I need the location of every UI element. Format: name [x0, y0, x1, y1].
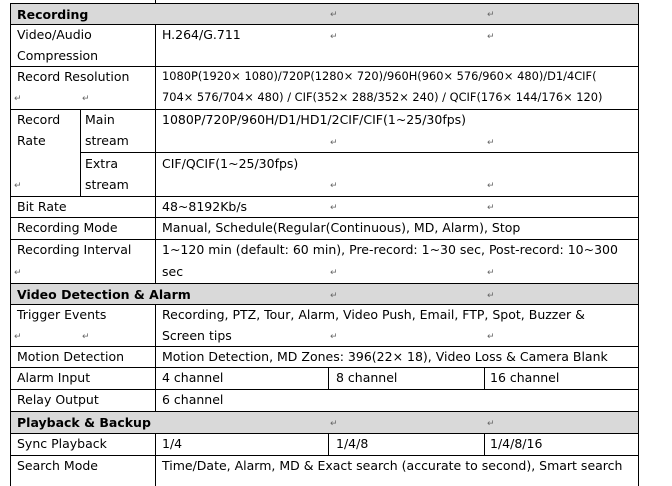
- label-main-stream: stream: [85, 133, 129, 148]
- label-recording-mode: Recording Mode: [17, 220, 118, 235]
- paragraph-mark-icon: ↵: [330, 181, 338, 191]
- table-border-left: [10, 3, 11, 486]
- paragraph-mark-icon: ↵: [330, 268, 338, 278]
- paragraph-mark-icon: ↵: [487, 203, 495, 213]
- section-title-recording: Recording: [17, 7, 89, 22]
- label-record-rate: Record: [17, 112, 61, 127]
- paragraph-mark-icon: ↵: [487, 10, 495, 20]
- label-motion-detection: Motion Detection: [17, 349, 125, 364]
- paragraph-mark-icon: ↵: [330, 419, 338, 429]
- label-compression: Video/Audio: [17, 27, 92, 42]
- label-sync-playback: Sync Playback: [17, 436, 107, 451]
- paragraph-mark-icon: ↵: [487, 291, 495, 301]
- value-sync-playback-8: 1/4/8: [336, 436, 369, 451]
- label-compression: Compression: [17, 48, 99, 63]
- paragraph-mark-icon: ↵: [14, 268, 22, 278]
- paragraph-mark-icon: ↵: [82, 332, 90, 342]
- label-extra-stream: Extra: [85, 156, 118, 171]
- row-divider: [10, 24, 639, 25]
- value-resolution: 1080P(1920× 1080)/720P(1280× 720)/960H(960× 576/960× 480)/D1/4CIF(: [162, 69, 597, 83]
- label-recording-interval: Recording Interval: [17, 242, 132, 257]
- value-recording-mode: Manual, Schedule(Regular(Continuous), MD, Alarm), Stop: [162, 220, 521, 235]
- paragraph-mark-icon: ↵: [330, 203, 338, 213]
- label-record-rate: Rate: [17, 133, 46, 148]
- label-main-stream: Main: [85, 112, 115, 127]
- value-alarm-input-16: 16 channel: [490, 370, 560, 385]
- label-extra-stream: stream: [85, 177, 129, 192]
- value-sync-playback-4: 1/4: [162, 436, 183, 451]
- paragraph-mark-icon: ↵: [330, 138, 338, 148]
- value-search-mode: Time/Date, Alarm, MD & Exact search (accurate to second), Smart search: [162, 458, 623, 473]
- paragraph-mark-icon: ↵: [487, 332, 495, 342]
- column-divider: [155, 304, 156, 412]
- label-bitrate: Bit Rate: [17, 199, 67, 214]
- section-title-playback: Playback & Backup: [17, 415, 151, 430]
- row-divider: [10, 3, 639, 4]
- value-recording-interval: sec: [162, 264, 184, 279]
- column-divider: [328, 433, 329, 455]
- label-alarm-input: Alarm Input: [17, 370, 91, 385]
- column-divider: [328, 367, 329, 389]
- paragraph-mark-icon: ↵: [14, 94, 22, 104]
- column-divider: [484, 367, 485, 389]
- value-relay-output: 6 channel: [162, 392, 224, 407]
- paragraph-mark-icon: ↵: [82, 94, 90, 104]
- value-alarm-input-4: 4 channel: [162, 370, 224, 385]
- paragraph-mark-icon: ↵: [14, 181, 22, 191]
- paragraph-mark-icon: ↵: [330, 291, 338, 301]
- value-trigger-events: Screen tips: [162, 328, 232, 343]
- section-header-recording: [10, 4, 638, 24]
- value-recording-interval: 1~120 min (default: 60 min), Pre-record: 1~30 sec, Post-record: 10~300: [162, 242, 618, 257]
- paragraph-mark-icon: ↵: [330, 10, 338, 20]
- paragraph-mark-icon: ↵: [487, 32, 495, 42]
- value-trigger-events: Recording, PTZ, Tour, Alarm, Video Push, Email, FTP, Spot, Buzzer &: [162, 307, 585, 322]
- paragraph-mark-icon: ↵: [487, 419, 495, 429]
- paragraph-mark-icon: ↵: [330, 32, 338, 42]
- value-sync-playback-16: 1/4/8/16: [490, 436, 543, 451]
- value-alarm-input-8: 8 channel: [336, 370, 398, 385]
- row-divider: [10, 389, 639, 390]
- paragraph-mark-icon: ↵: [487, 138, 495, 148]
- section-title-video-detection: Video Detection & Alarm: [17, 287, 191, 302]
- label-relay-output: Relay Output: [17, 392, 99, 407]
- label-search-mode: Search Mode: [17, 458, 98, 473]
- column-divider: [484, 433, 485, 455]
- row-divider: [10, 196, 639, 197]
- value-motion-detection: Motion Detection, MD Zones: 396(22× 18), Video Loss & Camera Blank: [162, 349, 608, 364]
- paragraph-mark-icon: ↵: [14, 332, 22, 342]
- label-resolution: Record Resolution: [17, 69, 130, 84]
- value-main-stream: 1080P/720P/960H/D1/HD1/2CIF/CIF(1~25/30fps): [162, 112, 467, 127]
- table-border-right: [638, 3, 639, 486]
- value-compression: H.264/G.711: [162, 27, 241, 42]
- paragraph-mark-icon: ↵: [487, 268, 495, 278]
- paragraph-mark-icon: ↵: [330, 332, 338, 342]
- value-resolution: 704× 576/704× 480) / CIF(352× 288/352× 240) / QCIF(176× 144/176× 120): [162, 90, 603, 104]
- column-divider: [155, 0, 156, 4]
- label-trigger-events: Trigger Events: [17, 307, 107, 322]
- column-divider: [155, 24, 156, 283]
- value-bitrate: 48~8192Kb/s: [162, 199, 248, 214]
- column-divider: [155, 433, 156, 486]
- column-divider: [80, 109, 81, 196]
- value-extra-stream: CIF/QCIF(1~25/30fps): [162, 156, 299, 171]
- paragraph-mark-icon: ↵: [487, 181, 495, 191]
